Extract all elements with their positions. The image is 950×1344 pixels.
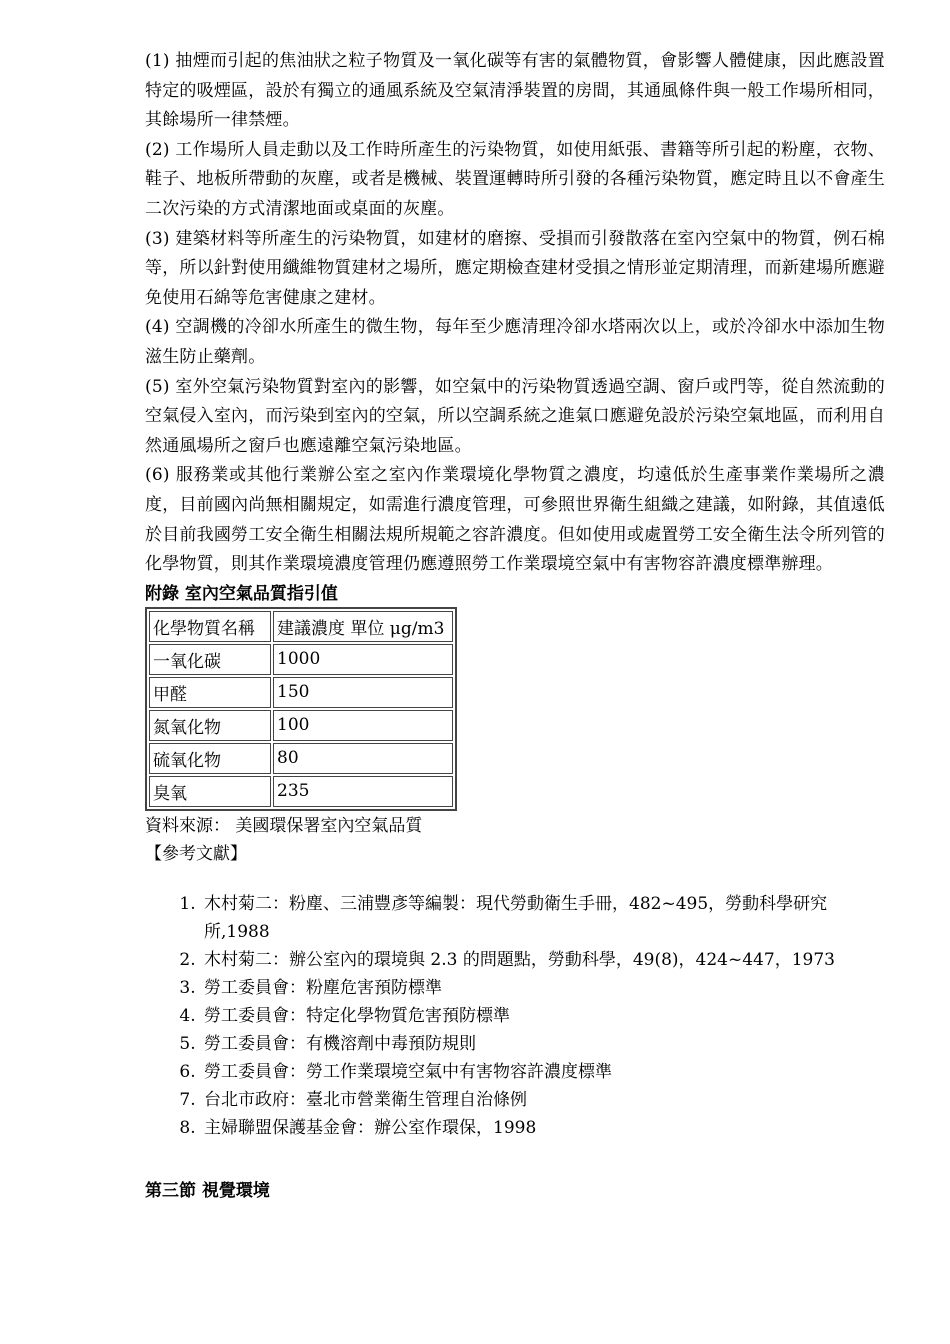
references-list xyxy=(145,890,885,1142)
table-cell-substance: 甲醛 xyxy=(149,677,271,708)
table-cell-substance: 氮氧化物 xyxy=(149,710,271,741)
table-header-row xyxy=(149,611,453,642)
table-header-cell: 建議濃度 單位 μg/m3 xyxy=(273,611,453,642)
list-item: 7. 台北市政府：臺北市營業衛生管理自治條例 xyxy=(201,1086,885,1114)
list-item: 6. 勞工委員會：勞工作業環境空氣中有害物容許濃度標準 xyxy=(201,1058,885,1086)
list-item: 3. 勞工委員會：粉塵危害預防標準 xyxy=(201,974,885,1002)
table-cell-substance: 一氧化碳 xyxy=(149,644,271,675)
table-cell-value: 80 xyxy=(273,743,453,774)
table-cell-value: 235 xyxy=(273,776,453,807)
list-item: 1. 木村菊二：粉塵、三浦豐彥等編製：現代勞動衛生手冊，482~495，勞動科學研究所,1988 xyxy=(201,890,885,946)
table-cell-value: 1000 xyxy=(273,644,453,675)
air-quality-table xyxy=(145,607,457,811)
table-header-cell: 化學物質名稱 xyxy=(149,611,271,642)
paragraph-5: (5) 室外空氣污染物質對室內的影響，如空氣中的污染物質透過空調、窗戶或門等，從自然流動的空氣侵入室內，而污染到室內的空氣，所以空調系統之進氣口應避免設於污染空氣地區，而利用自然通風場所之窗戶也應遠離空氣污染地區。 xyxy=(145,376,885,456)
table-row xyxy=(149,644,453,675)
paragraph-2: (2) 工作場所人員走動以及工作時所產生的污染物質，如使用紙張、書籍等所引起的粉塵，衣物、鞋子、地板所帶動的灰塵，或者是機械、裝置運轉時所引發的各種污染物質，應定時且以不會產生二次污染的方式清潔地面或桌面的灰塵。 xyxy=(145,139,885,219)
list-item: 4. 勞工委員會：特定化學物質危害預防標準 xyxy=(201,1002,885,1030)
table-cell-value: 100 xyxy=(273,710,453,741)
section-heading: 第三節 視覺環境 xyxy=(145,1180,270,1201)
table-cell-value: 150 xyxy=(273,677,453,708)
table-cell-substance: 硫氧化物 xyxy=(149,743,271,774)
list-item: 2. 木村菊二：辦公室內的環境與 2.3 的問題點，勞動科學，49(8)，424~447，1973 xyxy=(201,946,885,974)
table-row xyxy=(149,677,453,708)
references-title: 【參考文獻】 xyxy=(145,843,247,864)
table-row xyxy=(149,776,453,807)
table-row xyxy=(149,743,453,774)
table-source-note: 資料來源： 美國環保署室內空氣品質 xyxy=(145,815,423,836)
paragraph-4: (4) 空調機的冷卻水所產生的微生物，每年至少應清理冷卻水塔兩次以上，或於冷卻水中添加生物滋生防止藥劑。 xyxy=(145,317,885,367)
paragraph-3: (3) 建築材料等所產生的污染物質，如建材的磨擦、受損而引發散落在室內空氣中的物質，例石棉等，所以針對使用纖維物質建材之場所，應定期檢查建材受損之情形並定期清理，而新建場所應避免使用石綿等危害健康之建材。 xyxy=(145,228,885,308)
paragraph-6: (6) 服務業或其他行業辦公室之室內作業環境化學物質之濃度，均遠低於生產事業作業場所之濃度，目前國內尚無相關規定，如需進行濃度管理，可參照世界衛生組織之建議，如附錄，其值遠低於目前我國勞工安全衛生相關法規所規範之容許濃度。但如使用或處置勞工安全衛生法令所列管的化學物質，則其作業環境濃度管理仍應遵照勞工作業環境空氣中有害物容許濃度標準辦理。 xyxy=(145,465,885,575)
paragraph-1: (1) 抽煙而引起的焦油狀之粒子物質及一氧化碳等有害的氣體物質，會影響人體健康，因此應設置特定的吸煙區，設於有獨立的通風系統及空氣清淨裝置的房間，其通風條件與一般工作場所相同，其餘場所一律禁煙。 xyxy=(145,51,885,131)
list-item: 8. 主婦聯盟保護基金會：辦公室作環保，1998 xyxy=(201,1114,885,1142)
document-page xyxy=(145,47,885,1201)
list-item: 5. 勞工委員會：有機溶劑中毒預防規則 xyxy=(201,1030,885,1058)
appendix-title: 附錄 室內空氣品質指引值 xyxy=(145,583,338,604)
table-row xyxy=(149,710,453,741)
table-cell-substance: 臭氧 xyxy=(149,776,271,807)
